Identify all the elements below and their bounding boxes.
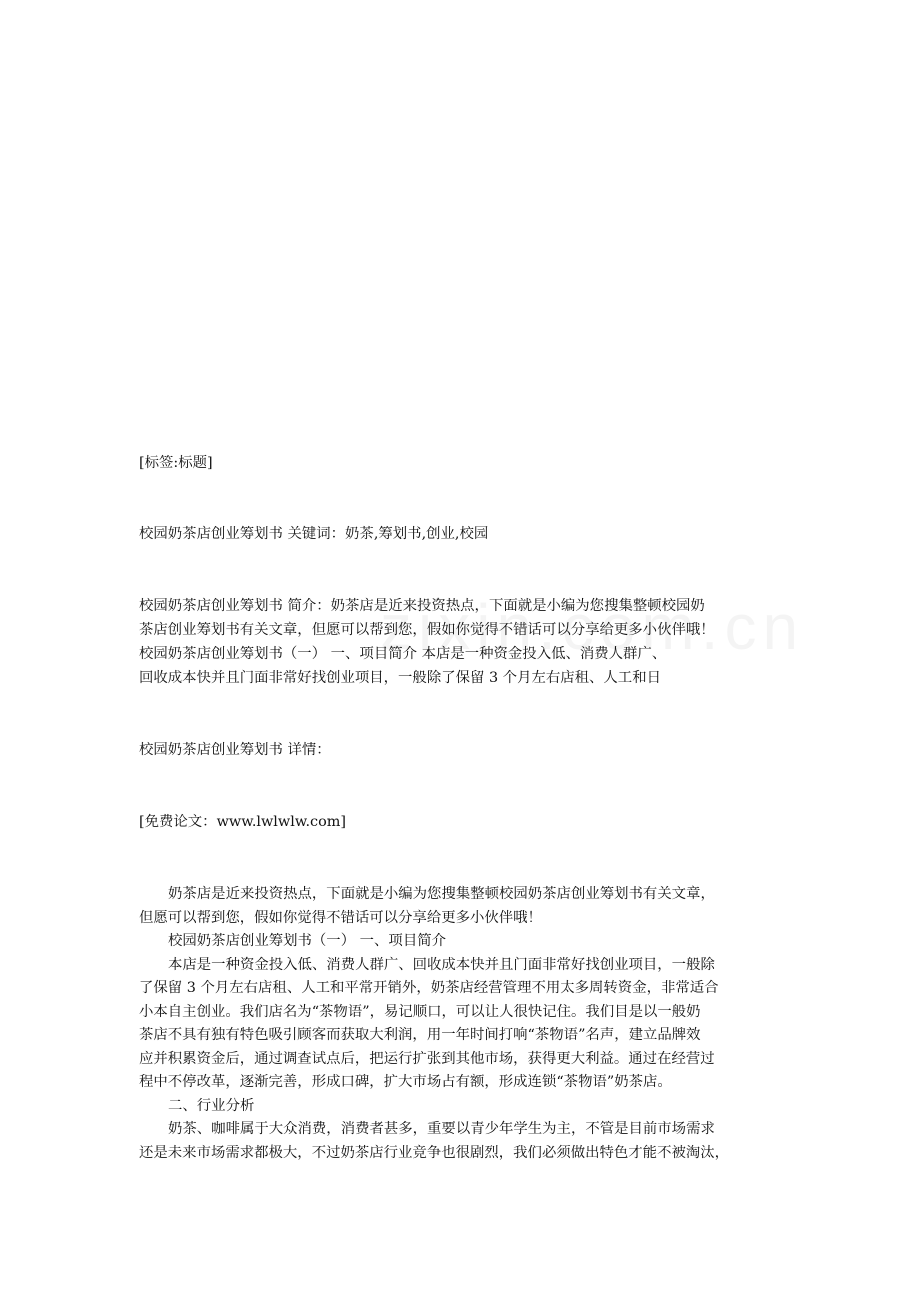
intro-line: 校园奶茶店创业筹划书（一） 一、项目简介 本店是一种资金投入低、消费人群广、 (139, 646, 667, 662)
body-line: 校园奶茶店创业筹划书（一） 一、项目简介 (168, 933, 446, 949)
body-line: 还是未来市场需求都极大，不过奶茶店行业竞争也很剧烈，我们必须做出特色才能不被淘汰， (139, 1144, 730, 1161)
body-line: 了保留 3 个月左右店租、人工和平常开销外，奶茶店经营管理不用太多周转资金，非常适合 (139, 980, 719, 996)
body-line: 茶店不具有独有特色吸引顾客而获取大利润，用一年时间打响“茶物语”名声，建立品牌效 (139, 1027, 701, 1043)
body-line: 应并积累资金后，通过调查试点后，把运行扩张到其他市场，获得更大利益。通过在经营过 (139, 1050, 715, 1067)
intro-line: 茶店创业筹划书有关文章，但愿可以帮到您，假如你觉得不错话可以分享给更多小伙伴哦！ (139, 622, 715, 638)
body-line: 小本自主创业。我们店名为“茶物语”，易记顺口，可以让人很快记住。我们目是以一般奶 (139, 1003, 701, 1020)
intro-line: 回收成本快并且门面非常好找创业项目，一般除了保留 3 个月左右店租、人工和日 (139, 670, 661, 686)
body-text (139, 883, 782, 1165)
tag-line: [标签:标题] (139, 455, 213, 471)
body-line: 本店是一种资金投入低、消费人群广、回收成本快并且门面非常好找创业项目，一般除 (168, 956, 715, 973)
free-paper-link[interactable]: [免费论文：www.lwlwlw.com] (139, 814, 346, 830)
details-line: 校园奶茶店创业筹划书 详情： (139, 742, 331, 758)
body-line: 奶茶店是近来投资热点，下面就是小编为您搜集整顿校园奶茶店创业筹划书有关文章， (168, 886, 715, 902)
intro-line: 校园奶茶店创业筹划书 简介：奶茶店是近来投资热点，下面就是小编为您搜集整顿校园奶 (139, 598, 705, 614)
body-line: 程中不停改革，逐渐完善，形成口碑，扩大市场占有额，形成连锁“茶物语”奶茶店。 (139, 1074, 672, 1090)
body-line: 但愿可以帮到您，假如你觉得不错话可以分享给更多小伙伴哦！ (139, 909, 542, 926)
body-line: 奶茶、咖啡属于大众消费，消费者甚多，重要以青少年学生为主，不管是目前市场需求 (168, 1121, 715, 1137)
keywords-line: 校园奶茶店创业筹划书 关键词：奶茶,筹划书,创业,校园 (139, 526, 489, 542)
section-heading: 二、行业分析 (168, 1097, 255, 1114)
